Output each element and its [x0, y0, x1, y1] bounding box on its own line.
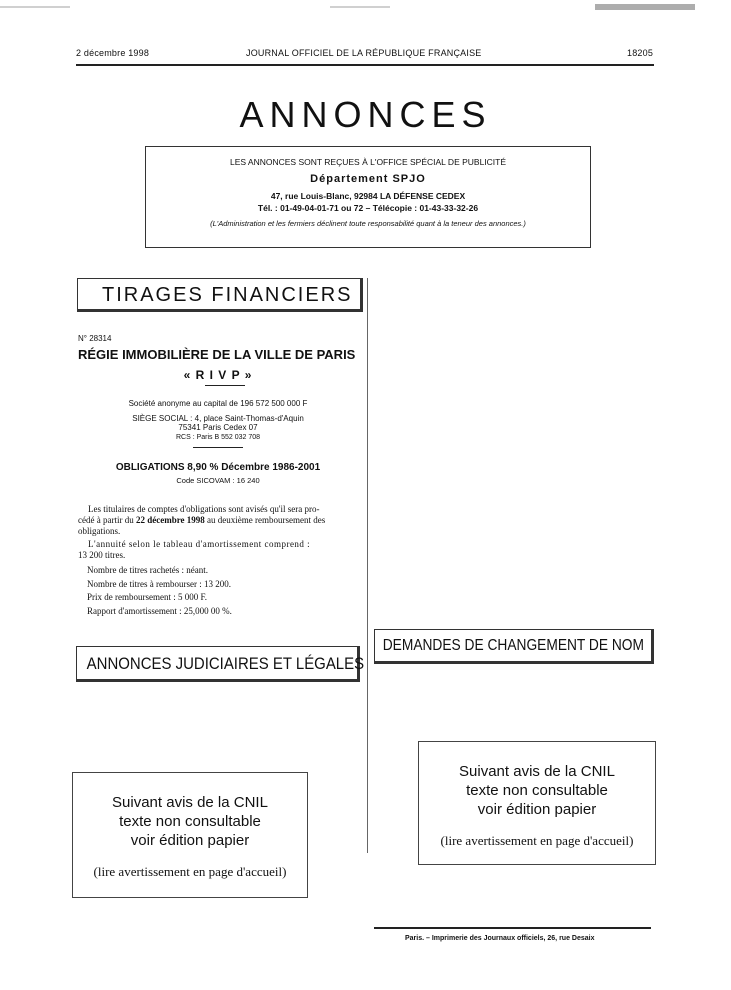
line-price: Prix de remboursement : 5 000 F. [87, 592, 208, 602]
header-date: 2 décembre 1998 [76, 48, 150, 58]
company-seat-line1: SIÈGE SOCIAL : 4, place Saint-Thomas-d'Aquin [132, 414, 304, 423]
notice-number: N° 28314 [78, 334, 112, 343]
para1-line-b: cédé à partir du [78, 515, 134, 525]
section-header-changement-nom [374, 629, 654, 664]
cnil-line3: voir édition papier [477, 801, 597, 818]
cnil-line1: Suivant avis de la CNIL [112, 794, 268, 811]
bonds-title: OBLIGATIONS 8,90 % Décembre 1986-2001 [115, 462, 321, 473]
cnil-notice-right [418, 741, 656, 865]
cnil-notice-left [72, 772, 308, 898]
company-rcs: RCS : Paris B 552 032 708 [175, 434, 261, 441]
info-line1: LES ANNONCES SONT REÇUES À L'OFFICE SPÉCIAL DE PUBLICITÉ [229, 157, 507, 167]
separator [205, 385, 245, 386]
para1-line-d: obligations. [78, 526, 121, 536]
page-title: ANNONCES [239, 94, 492, 135]
notice-figures [87, 564, 357, 618]
company-name: RÉGIE IMMOBILIÈRE DE LA VILLE DE PARIS [78, 347, 356, 362]
notice-paragraph-2 [78, 539, 358, 561]
section-title-tirages: TIRAGES FINANCIERS [102, 284, 353, 306]
section-header-tirages [77, 278, 363, 312]
para2-line-b: 13 200 titres. [78, 550, 126, 560]
section-title-judiciaires: ANNONCES JUDICIAIRES ET LÉGALES [86, 654, 365, 673]
header-journal: JOURNAL OFFICIEL DE LA RÉPUBLIQUE FRANÇAISE [246, 48, 482, 58]
para2-line-a: L'annuité selon le tableau d'amortissement comprend : [88, 539, 311, 549]
scan-noise [0, 6, 70, 8]
section-header-judiciaires [76, 646, 365, 682]
para1-line-c: au deuxième remboursement des [207, 515, 326, 525]
cnil-note: (lire avertissement en page d'accueil) [93, 864, 287, 879]
cnil-line2: texte non consultable [466, 782, 608, 799]
notice-paragraph-1 [78, 504, 358, 537]
footer-printer: Paris. – Imprimerie des Journaux officiels, 26, rue Desaix [405, 935, 595, 942]
footer-rule [374, 927, 651, 929]
info-department: Département SPJO [310, 173, 426, 185]
scan-noise [595, 4, 695, 10]
header-page-number: 18205 [627, 48, 654, 58]
line-ratio: Rapport d'amortissement : 25,000 00 %. [87, 605, 232, 616]
column-divider [367, 278, 368, 853]
cnil-note: (lire avertissement en page d'accueil) [440, 833, 634, 848]
bonds-sicovam: Code SICOVAM : 16 240 [176, 476, 260, 485]
para1-date: 22 décembre 1998 [135, 515, 205, 525]
info-address: 47, rue Louis-Blanc, 92984 LA DÉFENSE CEDEX [270, 191, 466, 201]
company-acronym: « R I V P » [183, 368, 253, 382]
section-title-changement-nom: DEMANDES DE CHANGEMENT DE NOM [382, 637, 644, 654]
line-reimb: Nombre de titres à rembourser : 13 200. [87, 578, 231, 589]
cnil-line1: Suivant avis de la CNIL [459, 763, 615, 780]
cnil-line3: voir édition papier [130, 832, 250, 849]
para1-line-a: Les titulaires de comptes d'obligations sont avisés qu'il sera pro- [88, 504, 320, 514]
header-rule [76, 64, 654, 66]
company-capital: Société anonyme au capital de 196 572 500 000 F [128, 399, 308, 408]
info-box [145, 146, 591, 248]
separator [193, 447, 243, 448]
company-seat-line2: 75341 Paris Cedex 07 [178, 423, 258, 432]
line-bought: Nombre de titres rachetés : néant. [87, 565, 208, 575]
info-phone: Tél. : 01-49-04-01-71 ou 72 – Télécopie : 01-43-33-32-26 [257, 203, 479, 213]
info-disclaimer: (L'Administration et les fermiers déclinent toute responsabilité quant à la teneur des annonces.) [210, 219, 526, 228]
cnil-line2: texte non consultable [119, 813, 261, 830]
scan-noise [330, 6, 390, 8]
